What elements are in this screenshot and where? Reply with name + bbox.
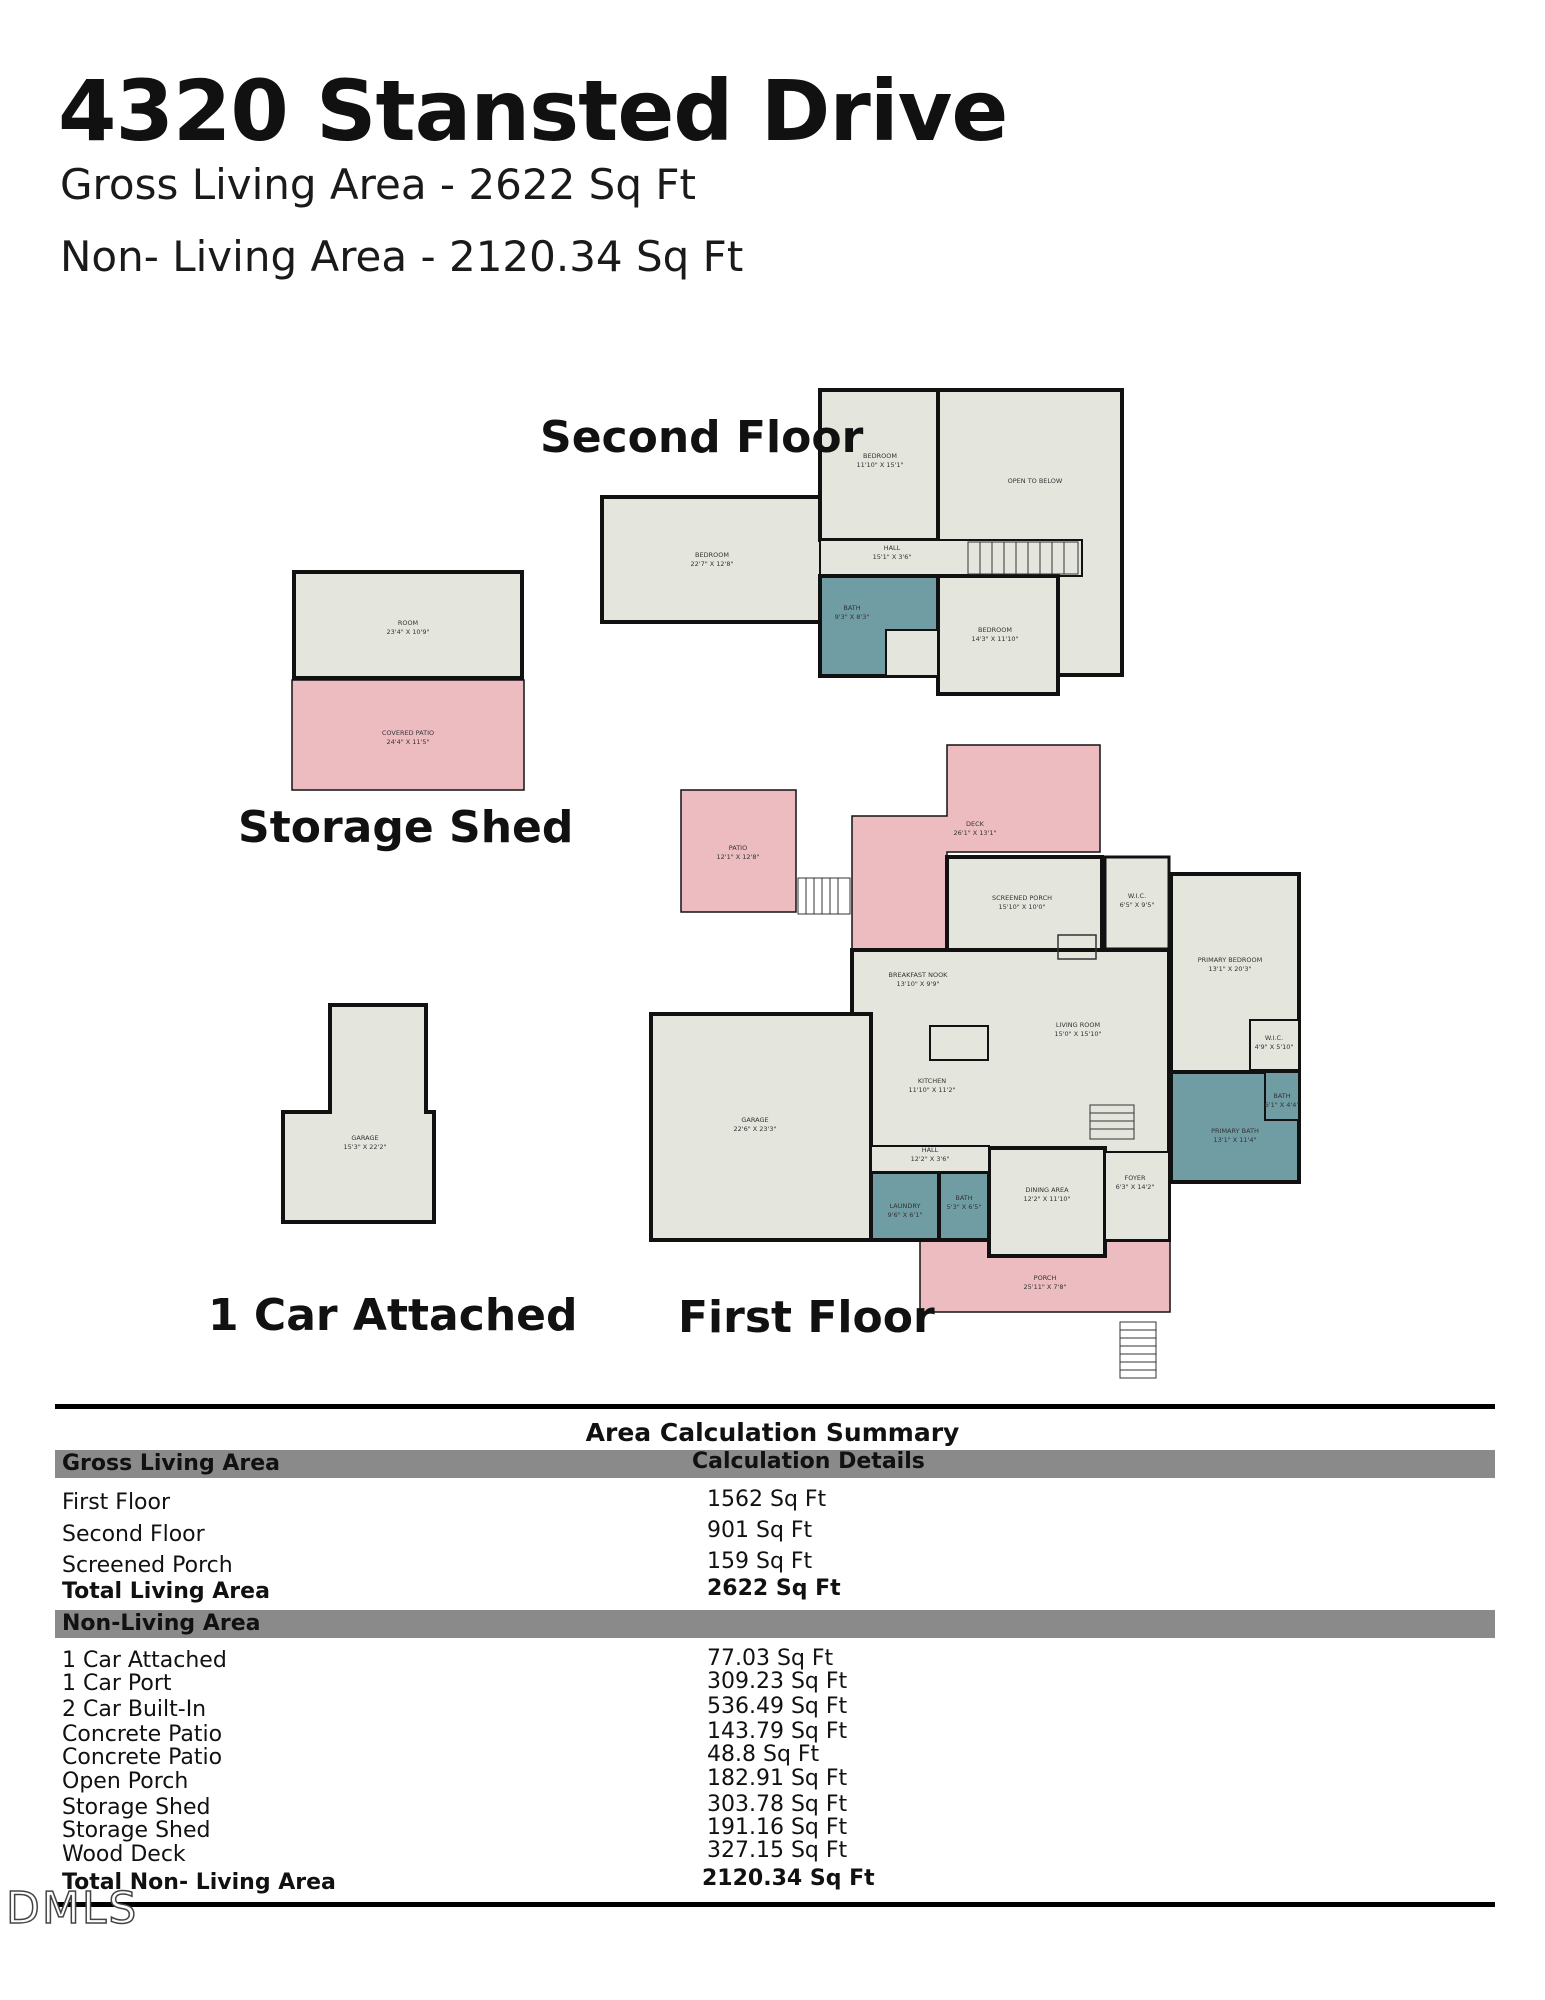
non-living-total-name: Total Non- Living Area: [62, 1870, 336, 1895]
svg-text:11'10" X 15'1": 11'10" X 15'1": [856, 461, 904, 469]
svg-text:26'1" X 13'1": 26'1" X 13'1": [953, 829, 997, 837]
foyer-strip: [1105, 1152, 1169, 1240]
svg-text:13'1" X 20'3": 13'1" X 20'3": [1208, 965, 1252, 973]
row-value: 536.49 Sq Ft: [707, 1694, 848, 1719]
svg-text:13'1" X 11'4": 13'1" X 11'4": [1213, 1136, 1257, 1144]
row-name: Open Porch: [62, 1769, 189, 1794]
non-living-total-value: 2120.34 Sq Ft: [702, 1866, 875, 1891]
kitchen-island: [930, 1026, 988, 1060]
mls-watermark: DMLS: [6, 1883, 139, 1934]
room-open-to-below: OPEN TO BELOW: [1007, 477, 1063, 485]
room-breakfast-nook: BREAKFAST NOOK: [888, 971, 948, 979]
room-covered-patio: COVERED PATIO: [381, 729, 435, 737]
svg-text:6'5" X 9'5": 6'5" X 9'5": [1119, 901, 1155, 909]
room-wic-2: W.I.C.: [1264, 1034, 1284, 1042]
svg-text:9'3" X 8'3": 9'3" X 8'3": [834, 613, 870, 621]
row-name: Storage Shed: [62, 1818, 211, 1843]
summary-title: Area Calculation Summary: [585, 1418, 960, 1447]
svg-text:9'6" X 6'1": 9'6" X 6'1": [887, 1211, 923, 1219]
calculation-details-header: Calculation Details: [692, 1449, 925, 1474]
room-primary-bedroom: PRIMARY BEDROOM: [1197, 956, 1263, 964]
room-bath-first: BATH: [955, 1194, 973, 1202]
room-bedroom-left: BEDROOM: [695, 551, 729, 559]
summary-bottom-rule: [55, 1902, 1495, 1907]
svg-text:15'10" X 10'0": 15'10" X 10'0": [998, 903, 1046, 911]
room-kitchen: KITCHEN: [917, 1077, 947, 1085]
car-attached-label: 1 Car Attached: [208, 1290, 578, 1341]
row-value: 901 Sq Ft: [707, 1518, 813, 1543]
room-hall-first: HALL: [921, 1146, 939, 1154]
page-title: 4320 Stansted Drive: [58, 62, 1008, 160]
svg-text:12'2" X 3'6": 12'2" X 3'6": [910, 1155, 950, 1163]
room-hall-second: HALL: [883, 544, 901, 552]
room-foyer: FOYER: [1124, 1174, 1146, 1182]
svg-text:22'7" X 12'8": 22'7" X 12'8": [690, 560, 734, 568]
room-bath-primary-small: BATH: [1273, 1092, 1291, 1100]
second-floor-closet: [886, 630, 938, 676]
row-value: 309.23 Sq Ft: [707, 1669, 848, 1694]
room-garage-car: GARAGE: [351, 1134, 379, 1142]
room-dining-area: DINING AREA: [1025, 1186, 1069, 1194]
room-deck: DECK: [966, 820, 984, 828]
svg-text:13'10" X 9'9": 13'10" X 9'9": [896, 980, 940, 988]
row-name: First Floor: [62, 1490, 171, 1515]
row-name: 1 Car Attached: [62, 1648, 227, 1673]
svg-text:6'1" X 4'4": 6'1" X 4'4": [1264, 1101, 1300, 1109]
row-name: Screened Porch: [62, 1553, 233, 1578]
svg-text:15'3" X 22'2": 15'3" X 22'2": [343, 1143, 387, 1151]
svg-text:15'0" X 15'10": 15'0" X 15'10": [1054, 1030, 1102, 1038]
second-floor-hall: [820, 540, 1082, 576]
floor-plan: [0, 360, 1545, 1380]
row-value: 159 Sq Ft: [707, 1549, 813, 1574]
row-name: 1 Car Port: [62, 1671, 172, 1696]
living-total-value: 2622 Sq Ft: [707, 1576, 841, 1601]
svg-text:11'10" X 11'2": 11'10" X 11'2": [908, 1086, 956, 1094]
first-floor-label: First Floor: [678, 1292, 935, 1343]
row-value: 1562 Sq Ft: [707, 1487, 827, 1512]
row-value: 48.8 Sq Ft: [707, 1742, 820, 1767]
room-screened-porch: SCREENED PORCH: [991, 894, 1053, 902]
room-living-room: LIVING ROOM: [1055, 1021, 1101, 1029]
svg-text:24'4" X 11'5": 24'4" X 11'5": [386, 738, 430, 746]
room-garage-main: GARAGE: [741, 1116, 769, 1124]
svg-text:22'6" X 23'3": 22'6" X 23'3": [733, 1125, 777, 1133]
svg-text:23'4" X 10'9": 23'4" X 10'9": [386, 628, 430, 636]
svg-text:4'9" X 5'10": 4'9" X 5'10": [1254, 1043, 1294, 1051]
svg-text:25'11" X 7'8": 25'11" X 7'8": [1023, 1283, 1067, 1291]
row-value: 182.91 Sq Ft: [707, 1766, 848, 1791]
svg-text:15'1" X 3'6": 15'1" X 3'6": [872, 553, 912, 561]
room-bedroom-top: BEDROOM: [863, 452, 897, 460]
row-name: Storage Shed: [62, 1795, 211, 1820]
living-total-name: Total Living Area: [62, 1579, 270, 1604]
row-name: Second Floor: [62, 1522, 205, 1547]
row-value: 303.78 Sq Ft: [707, 1792, 848, 1817]
room-primary-bath: PRIMARY BATH: [1211, 1127, 1259, 1135]
non-living-area-line: Non- Living Area - 2120.34 Sq Ft: [60, 232, 744, 281]
room-shed-room: ROOM: [397, 619, 419, 627]
room-bedroom-bottom: BEDROOM: [978, 626, 1012, 634]
room-bath-second: BATH: [843, 604, 861, 612]
gross-living-header: Gross Living Area: [62, 1451, 281, 1476]
svg-text:12'1" X 12'8": 12'1" X 12'8": [716, 853, 760, 861]
row-value: 77.03 Sq Ft: [707, 1646, 834, 1671]
car-garage: [283, 1005, 434, 1222]
summary-top-rule: [55, 1404, 1495, 1409]
gross-living-area-line: Gross Living Area - 2622 Sq Ft: [60, 160, 696, 209]
svg-text:12'2" X 11'10": 12'2" X 11'10": [1023, 1195, 1071, 1203]
storage-shed-label: Storage Shed: [238, 802, 574, 853]
room-porch: PORCH: [1033, 1274, 1057, 1282]
row-value: 327.15 Sq Ft: [707, 1838, 848, 1863]
non-living-header: Non-Living Area: [62, 1611, 261, 1636]
room-patio: PATIO: [728, 844, 748, 852]
row-name: Concrete Patio: [62, 1722, 223, 1747]
row-name: Concrete Patio: [62, 1745, 223, 1770]
svg-text:5'3" X 6'5": 5'3" X 6'5": [946, 1203, 982, 1211]
second-floor-label: Second Floor: [540, 412, 864, 463]
room-laundry: LAUNDRY: [889, 1202, 921, 1210]
row-name: Wood Deck: [62, 1842, 186, 1867]
svg-text:14'3" X 11'10": 14'3" X 11'10": [971, 635, 1019, 643]
row-value: 191.16 Sq Ft: [707, 1815, 848, 1840]
room-wic-1: W.I.C.: [1127, 892, 1147, 900]
row-name: 2 Car Built-In: [62, 1697, 207, 1722]
non-living-header-bar: [55, 1610, 1495, 1638]
row-value: 143.79 Sq Ft: [707, 1719, 848, 1744]
svg-text:6'3" X 14'2": 6'3" X 14'2": [1115, 1183, 1155, 1191]
